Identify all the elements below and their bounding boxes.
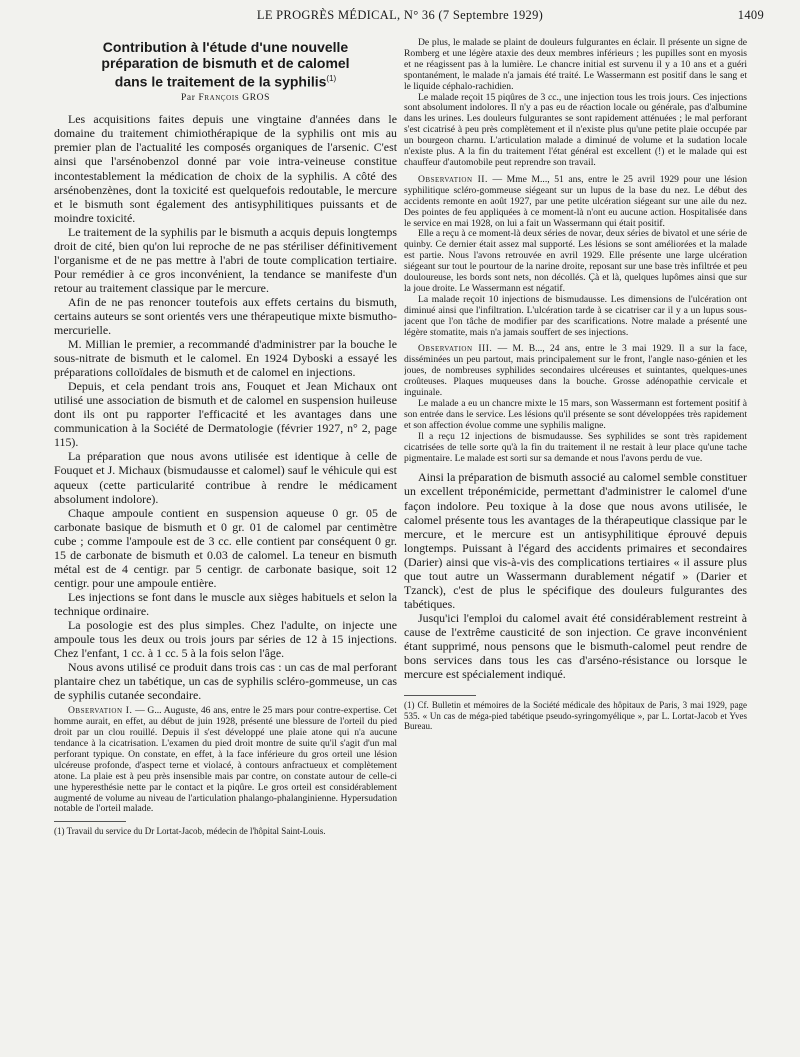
title-line-1: Contribution à l'étude d'une nouvelle (102, 39, 349, 55)
observation-1-text: — G... Auguste, 46 ans, entre le 25 mars pour contre-expertise. Cet homme aurait, en effet, au début de juin 1928, présenté une blessure de l'orteil du pied droit par un clou rouillé. Depuis il s'est développé une plaie atone qui n'a aucune tendance à la cicatrisation. L'examen du pied droit montre de suite qu'il s'agit d'un mal perforant typique. On constate, en effet, à la face inférieure du gros orteil une lésion ulcéreuse profonde, d'aspect terne et violacé, à contours anfractueux et complètement atone. La plaie est à peu près insensible mais par contre, on constate autour de celle-ci une hyperesthésie nette par le contact et la piqûre. Le gros orteil est considérablement augmenté de volume au niveau de l'articulation phalango-phalanginienne. Hypersudation notable de l'orteil malade. (54, 705, 397, 815)
title-footnote-ref: (1) (326, 74, 337, 83)
left-column (54, 38, 397, 1048)
paragraph: La posologie est des plus simples. Chez l'adulte, on injecte une ampoule tous les deux ou trois jours par séries de 12 à 15 injections. Chez l'enfant, 1 cc. à 1 cc. 5 à la fois selon l'âge. (54, 618, 397, 661)
title-line-3-wrap (54, 71, 397, 90)
observation-1-label: Observation I. (68, 705, 133, 717)
observation-2-label: Observation II. (418, 173, 488, 185)
observation-3 (404, 344, 747, 399)
conclusion-paragraph: Jusqu'ici l'emploi du calomel avait été considérablement restreint à cause de l'extrême causticité de son injection. Ce grave inconvénient étant supprimé, nous pensons que le bismuth-calomel peut rendre de bons services dans tous les cas d'arséno-résistance ou lorsque le mercure est spécialement indiqué. (404, 610, 747, 682)
paragraph: Le traitement de la syphilis par le bismuth a acquis depuis longtemps droit de cité, bien qu'on lui reproche de ne pas stériliser définitivement l'organisme et de ne pas mettre à l'abri de toute complication tertiaire. Pour remédier à ce gros inconvénient, la tendance se manifeste d'un retour au traitement classique par le mercure. (54, 224, 397, 295)
footnote-rule (54, 821, 126, 822)
footnote-left: (1) Travail du service du Dr Lortat-Jacob, médecin de l'hôpital Saint-Louis. (54, 826, 326, 837)
paragraph: Chaque ampoule contient en suspension aqueuse 0 gr. 05 de carbonate basique de bismuth et 0 gr. 01 de calomel par centimètre cube ; comme l'ampoule est de 3 cc. elle contient par conséquent 0 gr. 15 de carbonate de bismuth et 0.03 de calomel. La teneur en bismuth métal est de 4 centigr. par 5 centigr. de carbonate basique, soit 12 centigr. pour une ampoule entière. (54, 505, 397, 590)
paragraph: Depuis, et cela pendant trois ans, Fouquet et Jean Michaux ont utilisé une association de bismuth et de calomel en suspension huileuse dont ils ont pu rapporter l'efficacité et les avantages dans une communication à la Société de Dermatologie (février 1927, n° 2, page 115). (54, 379, 397, 450)
article-title (54, 40, 397, 90)
paragraph: Nous avons utilisé ce produit dans trois cas : un cas de mal perforant plantaire chez un tabétique, un cas de syphilis scléro-gommeuse, un cas de syphilis cutanée secondaire. (54, 660, 397, 703)
paragraph: La préparation que nous avons utilisée est identique à celle de Fouquet et J. Michaux (bismudausse et calomel) sauf le véhicule qui est aqueux (cette particularité contribue à rendre le médicament absolument indolore). (54, 449, 397, 506)
paragraph: Afin de ne pas renoncer toutefois aux effets certains du bismuth, certains auteurs se sont orientés vers une thérapeutique mixte bismutho-mercurielle. (54, 294, 397, 338)
byline (54, 92, 397, 104)
footnote-right: (1) Cf. Bulletin et mémoires de la Société médicale des hôpitaux de Paris, 3 mai 1929, page 535. « Un cas de méga-pied tabétique pseudo-syringomyélique », par L. Lortat-Jacob et Yves Bureau. (404, 700, 747, 732)
paragraph: Elle a reçu à ce moment-là deux séries de novar, deux séries de bivatol et une série de quinby. Ce dernier était assez mal supporté. Les lésions se sont améliorées et la malade est partie. Nous l'avons retrouvée en avril 1929. Elle présente une large ulcération siégeant sur tout le pourtour de la narine droite, reposant sur une base très infiltrée et peu douloureuse, les bords sont nets, non décollés. Çà et là, quelques lupômes ainsi que sur la joue droite. Le Wassermann est négatif. (404, 228, 747, 294)
observation-2-text: — Mme M..., 51 ans, entre le 25 avril 1929 pour une lésion syphilitique scléro-gommeuse siégeant sur un lupus de la base du nez. Le début des accidents remonte en août 1927, par une petite ulcération siégeant sur une aile du nez. Des pointes de feu appliquées à ce moment-là n'ont eu aucune action. Hospitalisée dans le service en mai 1928, on lui a fait un Wassermann qui était positif. (404, 173, 747, 229)
observation-3-label: Observation III. (418, 343, 493, 355)
paragraph: La malade reçoit 10 injections de bismudausse. Les dimensions de l'ulcération ont diminué ainsi que l'infiltration. L'ulcération tarde à se cicatriser car il y a un lupus sous-jacent que l'on tâche de modifier par des scarifications. Notre malade a présenté une légère stomatite, mais n'a jamais souffert de ses injections. (404, 293, 747, 338)
observation-2 (404, 175, 747, 230)
page-header (36, 8, 764, 28)
paragraph: Les injections se font dans le muscle aux sièges habituels et selon la technique ordinaire. (54, 589, 397, 618)
author-name: François GROS (198, 93, 270, 104)
footnote-rule (404, 695, 476, 696)
paragraph: Le malade reçoit 15 piqûres de 3 cc., une injection tous les trois jours. Ces injections sont absolument indolores. Il n'y a pas eu de réaction locale ou générale, pas d'albumine dans les urines. Les douleurs fulgurantes se sont rapidement atténuées ; le mal perforant s'est cicatrisé à peu près complètement et il n'existe plus qu'une petite plaie occupée par un bourgeon charnu. L'articulation malade a diminué de volume et la sudation locale n'existe plus. A la fin du traitement l'état général est excellent (!) et le malade qui est chauffeur d'automobile peut reprendre son travail. (404, 91, 747, 168)
paragraph: M. Millian le premier, a recommandé d'administrer par la bouche le sous-nitrate de bismuth et le calomel. En 1924 Dyboski a essayé les préparations colloïdales de bismuth et de calomel en injections. (54, 337, 397, 380)
conclusion-paragraph: Ainsi la préparation de bismuth associé au calomel semble constituer un excellent tréponémicide, permettant d'administrer le calomel d'une façon indolore. Peu toxique à la dose que nous avons utilisée, le calomel présente tous les avantages de la thérapeutique classique par le mercure, et le mercure est un antisyphilitique éprouvé depuis longtemps. Puissant à l'égard des accidents primaires et secondaires (Darier) ainsi que vis-à-vis des complications tertiaires « il assure plus que tout autre un Wassermann durablement négatif » (Darier et Tzanck), c'est de plus le spécifique des douleurs fulgurantes des tabétiques. (404, 470, 747, 611)
byline-prefix: Par (181, 93, 196, 104)
page-number: 1409 (737, 8, 764, 22)
paragraph: Le malade a eu un chancre mixte le 15 mars, son Wassermann est fortement positif à son entrée dans le service. Les lésions qu'il présente se sont développées très rapidement et son affection évolue comme une syphilis maligne. (404, 398, 747, 431)
right-column (404, 38, 747, 1048)
running-title: LE PROGRÈS MÉDICAL, N° 36 (7 Septembre 1929) (256, 8, 544, 22)
observation-1 (54, 706, 397, 815)
title-line-2: préparation de bismuth et de calomel (101, 54, 350, 71)
title-line-3: dans le traitement de la syphilis (114, 73, 327, 90)
paragraph: De plus, le malade se plaint de douleurs fulgurantes en éclair. Il présente un signe de Romberg et une légère ataxie des deux membres inférieurs ; les pupilles sont en myosis et ne réagissent pas à la lumière. Le chancre initial est survenu il y a 10 ans et a guéri spontanément, le malade n'a jamais été traité. Le Wassermann est positif dans le sang et le liquide céphalo-rachidien. (404, 38, 747, 92)
observation-3-text: — M. B..., 24 ans, entre le 3 mai 1929. Il a sur la face, disséminées un peu partout, mais principalement sur le front, l'angle naso-génien et les joues, de nombreuses syphilides secondaires ulcéreuses et suintantes, quelques-unes croûteuses. Plaques muqueuses dans la bouche. Grosse adénopathie cervicale et inguinale. (404, 343, 747, 399)
paragraph: Les acquisitions faites depuis une vingtaine d'années dans le domaine du traitement chimiothérapique de la syphilis ont mis au premier plan de l'actualité les composés organiques de l'arsenic. C'est ainsi que l'arsénobenzol donné par voie intra-veineuse constitue incontestablement la médication de choix de la syphilis. A côté des arsénobenzènes, dont la toxicité est quelquefois redoutable, le mercure et le bismuth sont également des antisyphilitiques puissants et de moindre toxicité. (54, 112, 397, 225)
paragraph: Il a reçu 12 injections de bismudausse. Ses syphilides se sont très rapidement cicatrisées de telle sorte qu'à la fin du traitement il ne restait à leur place qu'une tache pigmentaire. Le malade est sorti sur sa demande et nous l'avons perdu de vue. (404, 430, 747, 464)
